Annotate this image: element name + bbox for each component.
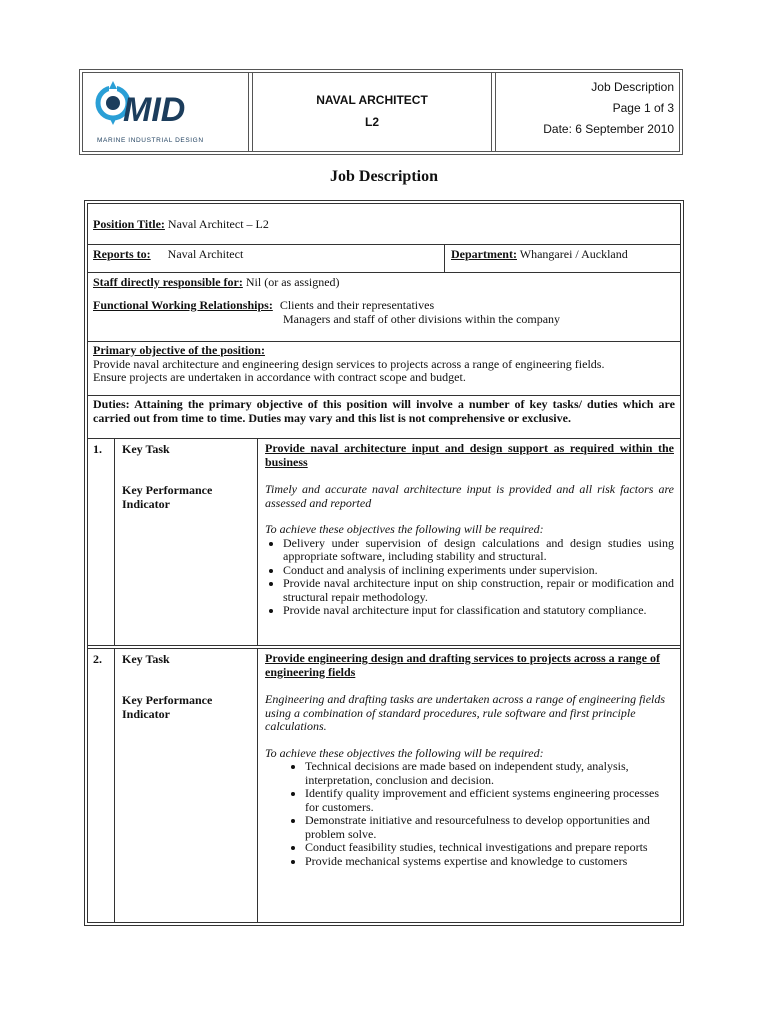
key-task-text: Provide naval architecture input and design support as required within the business [265,441,674,469]
kpi-label: Key Performance Indicator [122,483,213,511]
task-col-divider [114,649,115,922]
requirement-item: • Conduct feasibility studies, technical investigations and prepare reports [305,841,674,855]
position-title-value: Naval Architect – L2 [167,217,269,231]
task-block-2 [88,648,680,922]
requirement-item: • Identify quality improvement and efficient systems engineering processes for customers. [305,787,674,814]
objective-line-2: Ensure projects are undertaken in accordance with contract scope and budget. [93,370,466,384]
header-date: Date: 6 September 2010 [543,122,674,136]
key-task-text: Provide engineering design and drafting services to projects across a range of engineering fields [265,651,660,679]
task-number: 1. [93,442,102,456]
fwr-value-2: Managers and staff of other divisions within the company [283,312,561,326]
objective-line-1: Provide naval architecture and engineering design services to projects across a range of engineering fields. [93,356,605,371]
fwr-value-1: Clients and their representatives [279,298,435,312]
staff-label: Staff directly responsible for: [93,275,243,289]
requirement-item: • Delivery under supervision of design calculations and design studies using appropriate software, including stability and structural. [283,537,674,564]
fwr-label: Functional Working Relationships: [93,298,273,312]
kpi-text: Engineering and drafting tasks are undertaken across a range of engineering fields using a combination of standard procedures, rule software and first principle calculations. [265,692,666,733]
task-col-divider [257,649,258,922]
requirements-intro: To achieve these objectives the following will be required: [265,522,544,536]
position-title-label: Position Title: [93,217,165,231]
reports-to-label: Reports to: [93,247,151,261]
kpi-label: Key Performance Indicator [122,693,213,721]
task-col-divider [114,439,115,645]
objective-row [88,342,680,396]
task-block-1 [88,438,680,646]
header-level: L2 [364,115,379,129]
company-logo [83,73,249,151]
logo-text: MID [123,91,186,129]
task-col-divider [257,439,258,645]
staff-row [88,273,680,342]
requirement-item: • Technical decisions are made based on independent study, analysis, interpretation, conclusion and decision. [305,760,674,787]
document-header [79,69,683,155]
kpi-text: Timely and accurate naval architecture input is provided and all risk factors are assessed and reported [265,482,674,510]
staff-value: Nil (or as assigned) [245,275,340,289]
key-task-label: Key Task [122,652,170,666]
objective-label: Primary objective of the position: [93,343,265,357]
duties-row [88,396,680,436]
requirement-item: • Demonstrate initiative and resourcefulness to develop opportunities and problem solve. [305,814,674,841]
department-label: Department: [451,247,517,261]
task-number: 2. [93,652,102,666]
logo-subtitle: MARINE INDUSTRIAL DESIGN [97,137,204,144]
header-meta-cell [495,73,679,151]
header-page-number: Page 1 of 3 [612,101,674,115]
requirement-item: • Provide naval architecture input on ship construction, repair or modification and structural repair methodology. [283,577,674,604]
mid-logo-icon [91,81,241,137]
requirement-item: • Conduct and analysis of inclining experiments under supervision. [283,564,674,578]
requirement-item: • Provide naval architecture input for classification and statutory compliance. [283,604,674,618]
header-title: NAVAL ARCHITECT [316,93,428,107]
reports-divider [444,245,445,272]
document-title: Job Description [330,168,438,185]
key-task-label: Key Task [122,442,170,456]
reports-row [88,245,680,273]
job-description-table [84,200,684,926]
requirement-item: • Provide mechanical systems expertise and knowledge to customers [305,855,674,869]
header-title-cell [252,73,492,151]
position-title-row [88,204,680,245]
department-value: Whangarei / Auckland [519,247,628,261]
duties-text: Duties: Attaining the primary objective of this position will involve a number of key tasks/ duties which are carried out from time to time. Duties may vary and this list is not comprehensive or exclusive. [93,397,675,425]
header-doc-type: Job Description [591,80,674,94]
reports-to-value: Naval Architect [167,247,244,261]
requirements-intro: To achieve these objectives the following will be required: [265,745,544,760]
